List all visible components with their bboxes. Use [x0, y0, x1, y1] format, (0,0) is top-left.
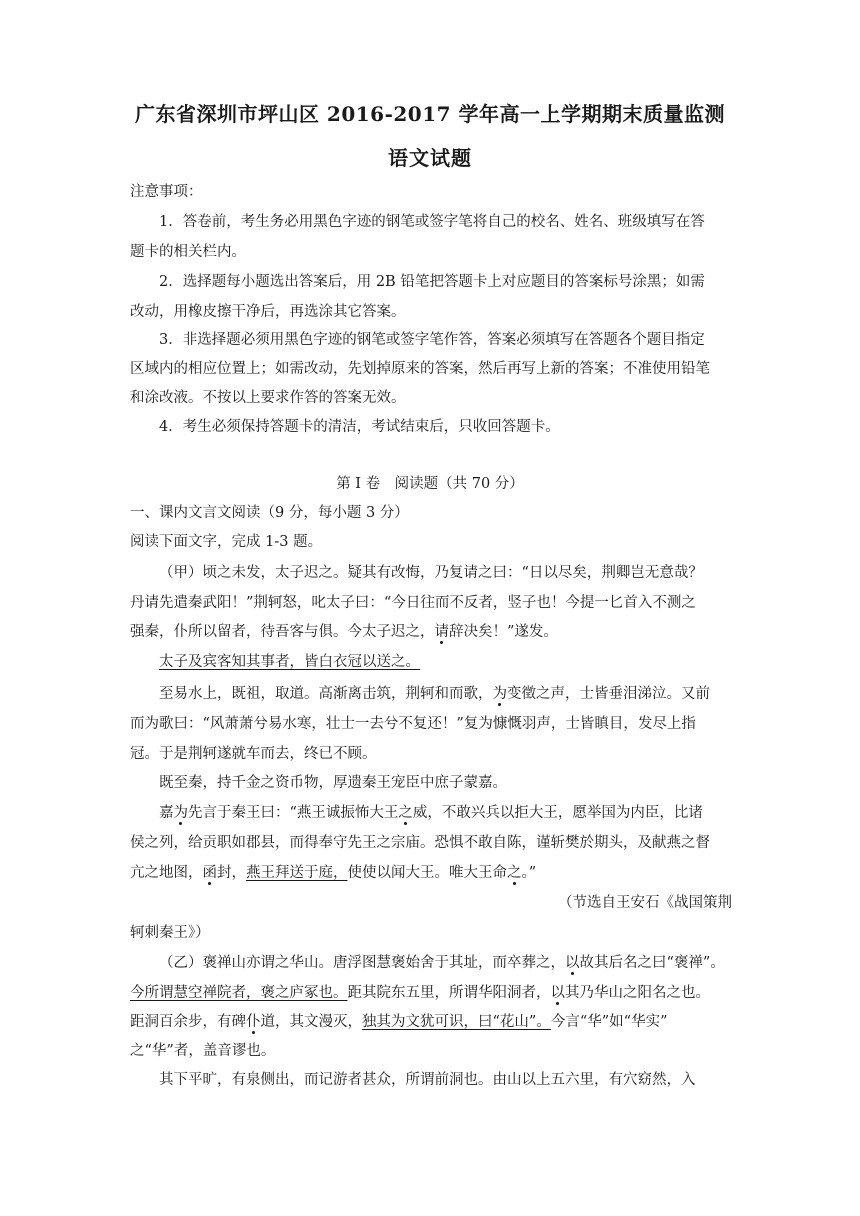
passage-a-line-1: （甲）顷之未发，太子迟之。疑其有改悔，乃复请之曰：“日以尽矣，荆卿岂无意哉？: [159, 565, 703, 581]
underlined-text: 燕王拜送于庭，: [246, 865, 348, 881]
passage-a-line-2: 丹请先遣秦武阳！”荆轲怒，叱太子曰：“今日往而不反者，竖子也！今提一匕首入不测之: [130, 595, 696, 611]
part-title: 第 I 卷 阅读题（共 70 分）: [336, 476, 524, 492]
notice-item-3-line-3: 和涂改液。不按以上要求作答的答案无效。: [130, 390, 406, 406]
passage-a-line-10: 侯之列，给贡职如郡县，而得奉守先王之宗庙。恐惧不敢自陈，谨斩樊於期头，及献燕之督: [130, 835, 710, 851]
underlined-text: 独其为文犹可识，曰“花山”。: [362, 1014, 551, 1030]
text-segment: 威，不敢兴兵以拒大王，愿举国为内臣，比诸: [412, 805, 703, 821]
passage-a-line-7: 冠。于是荆轲遂就车而去，终已不顾。: [130, 746, 377, 762]
dotted-char: 之: [507, 865, 522, 881]
reading-instruction: 阅读下面文字，完成 1-3 题。: [130, 534, 323, 550]
text-segment: 先言于秦王曰：“燕王诚振怖大王: [188, 805, 399, 821]
passage-b-line-4: 之“华”者，盖音谬也。: [130, 1043, 276, 1059]
question-heading: 一、课内文言文阅读（9 分，每小题 3 分）: [130, 505, 409, 521]
notice-item-3-line-1: 3．非选择题必须用黑色字迹的钢笔或签字笔作答，答案必须填写在答题各个题目指定: [159, 332, 705, 348]
notice-heading: 注意事项：: [130, 184, 203, 200]
passage-a-line-3: [130, 622, 730, 642]
source-citation-line-2: 轲刺秦王》）: [130, 925, 210, 941]
passage-a-line-8: 既至秦，持千金之资币物，厚遗秦王宠臣中庶子蒙嘉。: [159, 775, 507, 791]
dotted-char: 以: [550, 985, 565, 1001]
text-segment: 道，其文漫灭，: [260, 1014, 362, 1030]
passage-b-line-5: 其下平旷，有泉侧出，而记游者甚众，所谓前洞也。由山以上五六里，有穴窈然，入: [159, 1072, 696, 1088]
passage-b-line-3: [130, 1012, 730, 1032]
text-segment: 亢之地图，: [130, 865, 203, 881]
text-segment: 辞决矣！”遂发。: [449, 624, 558, 640]
passage-a-line-5: [159, 684, 730, 704]
notice-item-1-line-2: 题卡的相关栏内。: [130, 244, 246, 260]
dotted-char: 之: [398, 805, 413, 821]
text-segment: 使使以闻大王。唯大王命: [347, 865, 507, 881]
page-title: 广东省深圳市坪山区 2016-2017 学年高一上学期期末质量监测: [134, 102, 726, 126]
text-segment: 变徵之声，士皆垂泪涕泣。又前: [507, 686, 710, 702]
passage-b-line-1: [159, 953, 730, 973]
text-segment: 封，: [217, 865, 246, 881]
notice-item-2-line-2: 改动，用橡皮擦干净后，再选涂其它答案。: [130, 304, 406, 320]
underlined-text: 今所谓慧空禅院者，褒之庐冢也。: [130, 985, 348, 1001]
text-segment: 。”: [521, 865, 537, 881]
page-subtitle: 语文试题: [388, 146, 472, 170]
passage-b-line-2: [130, 983, 730, 1003]
source-citation-line-1: （节选自王安石《战国策荆: [558, 895, 732, 911]
notice-item-3-line-2: 区域内的相应位置上；如需改动，先划掉原来的答案，然后再写上新的答案；不准使用铅笔: [130, 361, 710, 377]
notice-item-1-line-1: 1．答卷前，考生务必用黑色字迹的钢笔或签字笔将自己的校名、姓名、班级填写在答: [159, 214, 705, 230]
passage-a-line-9: [159, 803, 730, 823]
text-segment: 今言“华”如“华实”: [550, 1014, 668, 1030]
underlined-text: 太子及宾客知其事者，皆白衣冠以送之。: [159, 654, 420, 670]
text-segment: 强秦，仆所以留者，待吾客与俱。今太子迟之，: [130, 624, 435, 640]
text-segment: 其乃华山之阳名之也。: [565, 985, 710, 1001]
dotted-char: 请: [434, 624, 449, 640]
notice-item-4: 4．考生必须保持答题卡的清洁，考试结束后，只收回答题卡。: [159, 419, 560, 435]
dotted-char: 仆: [246, 1014, 261, 1030]
dotted-char: 为: [492, 686, 507, 702]
text-segment: （乙）褒禅山亦谓之华山。唐浮图慧褒始舍于其址，而卒葬之，: [159, 955, 565, 971]
dotted-char: 以: [565, 955, 580, 971]
dotted-char: 为: [173, 805, 188, 821]
passage-a-line-11: [130, 863, 730, 883]
text-segment: 至易水上，既祖，取道。高渐离击筑，荆轲和而歌，: [159, 686, 493, 702]
text-segment: 故其后名之曰“褒禅”。: [579, 955, 725, 971]
passage-a-underlined-sentence: [159, 652, 730, 672]
text-segment: 距其院东五里，所谓华阳洞者，: [347, 985, 551, 1001]
passage-a-line-6: 而为歌曰：“风萧萧兮易水寒，壮士一去兮不复还！”复为慷慨羽声，士皆瞋目，发尽上指: [130, 716, 696, 732]
notice-item-2-line-1: 2．选择题每小题选出答案后，用 2B 铅笔把答题卡上对应题目的答案标号涂黑；如需: [159, 274, 705, 290]
text-segment: 嘉: [159, 805, 174, 821]
text-segment: 距洞百余步，有碑: [130, 1014, 246, 1030]
dotted-char: 函: [202, 865, 217, 881]
